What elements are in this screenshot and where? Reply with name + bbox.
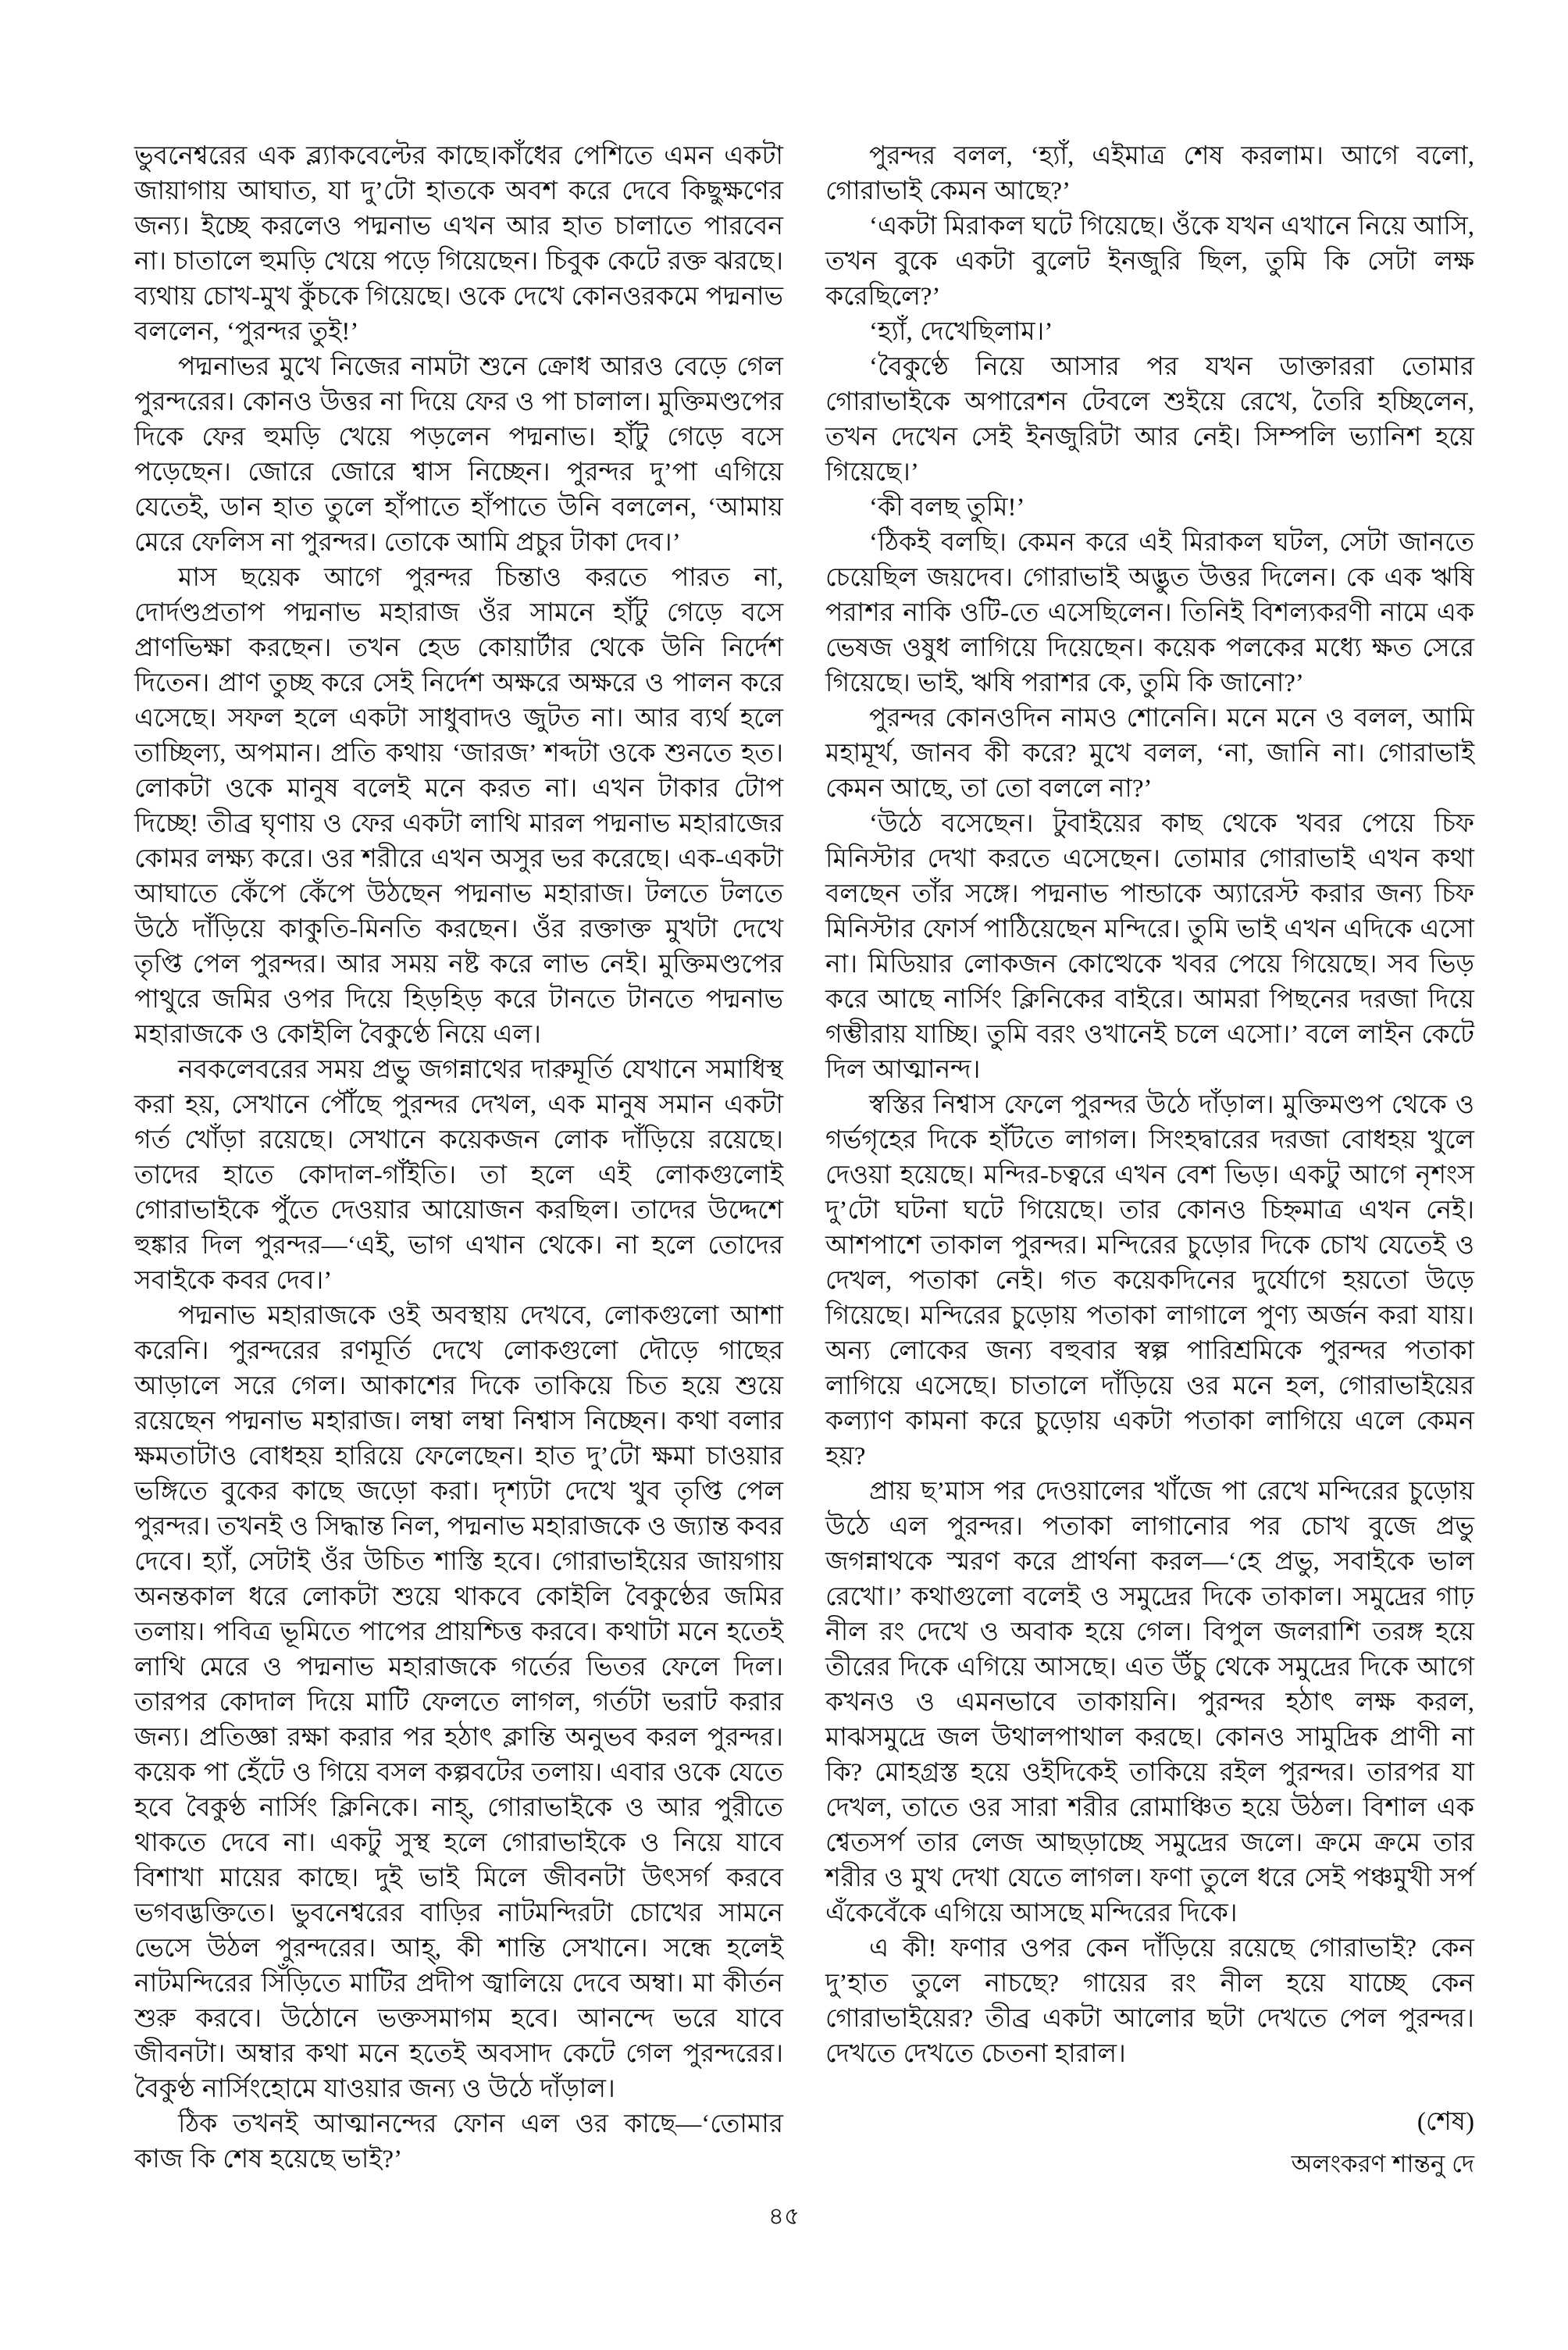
illustration-credit: অলংকরণ শান্তনু দে <box>1291 2150 1474 2177</box>
paragraph: এ কী! ফণার ওপর কেন দাঁড়িয়ে রয়েছে গোরাভাই? কেন দু’হাত তুলে নাচছে? গায়ের রং নীল হয়ে যাচ্ছে কেন গোরাভাইয়ের? তীব্র একটা আলোর ছটা দেখতে পেল পুরন্দর। দেখতে দেখতে চেতনা হারাল। <box>825 1935 1474 2068</box>
left-column <box>134 139 783 2181</box>
paragraph: ঠিক তখনই আত্মানন্দের ফোন এল ওর কাছে—‘তোমার কাজ কি শেষ হয়েছে ভাই?’ <box>134 2110 783 2173</box>
paragraph: প্রায় ছ’মাস পর দেওয়ালের খাঁজে পা রেখে মন্দিরের চুড়োয় উঠে এল পুরন্দর। পতাকা লাগানোর পর চোখ বুজে প্রভু জগন্নাথকে স্মরণ করে প্রার্থনা করল—‘হে প্রভু, সবাইকে ভাল রেখো।’ কথাগুলো বলেই ও সমুদ্রের দিকে তাকাল। সমুদ্রের গাঢ় নীল রং দেখে ও অবাক হয়ে গেল। বিপুল জলরাশি তরঙ্গ হয়ে তীরের দিকে এগিয়ে আসছে। এত উঁচু থেকে সমুদ্রের দিকে আগে কখনও ও এমনভাবে তাকায়নি। পুরন্দর হঠাৎ লক্ষ করল, মাঝসমুদ্রে জল উথালপাথাল করছে। কোনও সামুদ্রিক প্রাণী না কি? মোহগ্রস্ত হয়ে ওইদিকেই তাকিয়ে রইল পুরন্দর। তারপর যা দেখল, তাতে ওর সারা শরীর রোমাঞ্চিত হয়ে উঠল। বিশাল এক শ্বেতসর্প তার লেজ আছড়াচ্ছে সমুদ্রের জলে। ক্রমে ক্রমে তার শরীর ও মুখ দেখা যেতে লাগল। ফণা তুলে ধরে সেই পঞ্চমুখী সর্প এঁকেবেঁকে এগিয়ে আসছে মন্দিরের দিকে। <box>825 1478 1474 1927</box>
paragraph: ‘একটা মিরাকল ঘটে গিয়েছে। ওঁকে যখন এখানে নিয়ে আসি, তখন বুকে একটা বুলেট ইনজুরি ছিল, তুমি কি সেটা লক্ষ করেছিলে?’ <box>825 212 1474 311</box>
paragraph: পুরন্দর বলল, ‘হ্যাঁ, এইমাত্র শেষ করলাম। আগে বলো, গোরাভাই কেমন আছে?’ <box>825 142 1474 205</box>
paragraph: ‘বৈকুণ্ঠে নিয়ে আসার পর যখন ডাক্তাররা তোমার গোরাভাইকে অপারেশন টেবলে শুইয়ে রেখে, তৈরি হচ্ছিলেন, তখন দেখেন সেই ইনজুরিটা আর নেই। সিম্পলি ভ্যানিশ হয়ে গিয়েছে।’ <box>825 353 1474 487</box>
paragraph: ‘ঠিকই বলছি। কেমন করে এই মিরাকল ঘটল, সেটা জানতে চেয়েছিল জয়দেব। গোরাভাই অদ্ভুত উত্তর দিলেন। কে এক ঋষি পরাশর নাকি ওটি-তে এসেছিলেন। তিনিই বিশল্যকরণী নামে এক ভেষজ ওষুধ লাগিয়ে দিয়েছেন। কয়েক পলকের মধ্যে ক্ষত সেরে গিয়েছে। ভাই, ঋষি পরাশর কে, তুমি কি জানো?’ <box>825 529 1474 697</box>
paragraph: ভুবনেশ্বরের এক ব্ল্যাকবেল্টের কাছে।কাঁধের পেশিতে এমন একটা জায়াগায় আঘাত, যা দু’টো হাতকে অবশ করে দেবে কিছুক্ষণের জন্য। ইচ্ছে করলেও পদ্মনাভ এখন আর হাত চালাতে পারবেন না। চাতালে হুমড়ি খেয়ে পড়ে গিয়েছেন। চিবুক কেটে রক্ত ঝরছে। ব্যথায় চোখ-মুখ কুঁচকে গিয়েছে। ওকে দেখে কোনওরকমে পদ্মনাভ বললেন, ‘পুরন্দর তুই!’ <box>134 142 783 346</box>
paragraph: মাস ছয়েক আগে পুরন্দর চিন্তাও করতে পারত না, দোর্দণ্ডপ্রতাপ পদ্মনাভ মহারাজ ওঁর সামনে হাঁটু গেড়ে বসে প্রাণভিক্ষা করছেন। তখন হেড কোয়ার্টার থেকে উনি নির্দেশ দিতেন। প্রাণ তুচ্ছ করে সেই নির্দেশ অক্ষরে অক্ষরে ও পালন করে এসেছে। সফল হলে একটা সাধুবাদও জুটত না। আর ব্যর্থ হলে তাচ্ছিল্য, অপমান। প্রতি কথায় ‘জারজ’ শব্দটা ওকে শুনতে হত। লোকটা ওকে মানুষ বলেই মনে করত না। এখন টাকার টোপ দিচ্ছে! তীব্র ঘৃণায় ও ফের একটা লাথি মারল পদ্মনাভ মহারাজের কোমর লক্ষ্য করে। ওর শরীরে এখন অসুর ভর করেছে। এক-একটা আঘাতে কেঁপে কেঁপে উঠছেন পদ্মনাভ মহারাজ। টলতে টলতে উঠে দাঁড়িয়ে কাকুতি-মিনতি করছেন। ওঁর রক্তাক্ত মুখটা দেখে তৃপ্তি পেল পুরন্দর। আর সময় নষ্ট করে লাভ নেই। মুক্তিমণ্ডপের পাথুরে জমির ওপর দিয়ে হিড়হিড় করে টানতে টানতে পদ্মনাভ মহারাজকে ও কোইলি বৈকুণ্ঠে নিয়ে এল। <box>134 564 783 1049</box>
paragraph: পদ্মনাভ মহারাজকে ওই অবস্থায় দেখবে, লোকগুলো আশা করেনি। পুরন্দরের রণমূর্তি দেখে লোকগুলো দৌড়ে গাছের আড়ালে সরে গেল। আকাশের দিকে তাকিয়ে চিত হয়ে শুয়ে রয়েছেন পদ্মনাভ মহারাজ। লম্বা লম্বা নিশ্বাস নিচ্ছেন। কথা বলার ক্ষমতাটাও বোধহয় হারিয়ে ফেলেছেন। হাত দু’টো ক্ষমা চাওয়ার ভঙ্গিতে বুকের কাছে জড়ো করা। দৃশ্যটা দেখে খুব তৃপ্তি পেল পুরন্দর। তখনই ও সিদ্ধান্ত নিল, পদ্মনাভ মহারাজকে ও জ্যান্ত কবর দেবে। হ্যাঁ, সেটাই ওঁর উচিত শাস্তি হবে। গোরাভাইয়ের জায়গায় অনন্তকাল ধরে লোকটা শুয়ে থাকবে কোইলি বৈকুণ্ঠের জমির তলায়। পবিত্র ভূমিতে পাপের প্রায়শ্চিত্ত করবে। কথাটা মনে হতেই লাথি মেরে ও পদ্মনাভ মহারাজকে গর্তের ভিতর ফেলে দিল। তারপর কোদাল দিয়ে মাটি ফেলতে লাগল, গর্তটা ভরাট করার জন্য। প্রতিজ্ঞা রক্ষা করার পর হঠাৎ ক্লান্তি অনুভব করল পুরন্দর। কয়েক পা হেঁটে ও গিয়ে বসল কল্পবটের তলায়। এবার ওকে যেতে হবে বৈকুণ্ঠ নার্সিং ক্লিনিকে। নাহ্, গোরাভাইকে ও আর পুরীতে থাকতে দেবে না। একটু সুস্থ হলে গোরাভাইকে ও নিয়ে যাবে বিশাখা মায়ের কাছে। দুই ভাই মিলে জীবনটা উৎসর্গ করবে ভগবদ্ভক্তিতে। ভুবনেশ্বরের বাড়ির নাটমন্দিরটা চোখের সামনে ভেসে উঠল পুরন্দরের। আহ্, কী শান্তি সেখানে। সন্ধে হলেই নাটমন্দিরের সিঁড়িতে মাটির প্রদীপ জ্বালিয়ে দেবে অম্বা। মা কীর্তন শুরু করবে। উঠোনে ভক্তসমাগম হবে। আনন্দে ভরে যাবে জীবনটা। অম্বার কথা মনে হতেই অবসাদ কেটে গেল পুরন্দরের। বৈকুণ্ঠ নার্সিংহোমে যাওয়ার জন্য ও উঠে দাঁড়াল। <box>134 1302 783 2103</box>
paragraph: ‘হ্যাঁ, দেখেছিলাম।’ <box>869 318 1053 346</box>
page-number: ৪৫ <box>768 2202 800 2230</box>
story-end-marker: (শেষ) <box>1417 2108 1474 2136</box>
paragraph: ‘উঠে বসেছেন। টুবাইয়ের কাছ থেকে খবর পেয়ে চিফ মিনিস্টার দেখা করতে এসেছেন। তোমার গোরাভাই এখন কথা বলছেন তাঁর সঙ্গে। পদ্মনাভ পান্ডাকে অ্যারেস্ট করার জন্য চিফ মিনিস্টার ফোর্স পাঠিয়েছেন মন্দিরে। তুমি ভাই এখন এদিকে এসো না। মিডিয়ার লোকজন কোত্থেকে খবর পেয়ে গিয়েছে। সব ভিড় করে আছে নার্সিং ক্লিনিকের বাইরে। আমরা পিছনের দরজা দিয়ে গম্ভীরায় যাচ্ছি। তুমি বরং ওখানেই চলে এসো।’ বলে লাইন কেটে দিল আত্মানন্দ। <box>825 810 1474 1084</box>
paragraph: ‘কী বলছ তুমি!’ <box>869 494 1025 522</box>
paragraph: স্বস্তির নিশ্বাস ফেলে পুরন্দর উঠে দাঁড়াল। মুক্তিমণ্ডপ থেকে ও গর্ভগৃহের দিকে হাঁটতে লাগল। সিংহদ্বারের দরজা বোধহয় খুলে দেওয়া হয়েছে। মন্দির-চত্বরে এখন বেশ ভিড়। একটু আগে নৃশংস দু’টো ঘটনা ঘটে গিয়েছে। তার কোনও চিহ্নমাত্র এখন নেই। আশপাশে তাকাল পুরন্দর। মন্দিরের চুড়োর দিকে চোখ যেতেই ও দেখল, পতাকা নেই। গত কয়েকদিনের দুর্যোগে হয়তো উড়ে গিয়েছে। মন্দিরের চুড়োয় পতাকা লাগালে পুণ্য অর্জন করা যায়। অন্য লোকের জন্য বহুবার স্বল্প পারিশ্রমিকে পুরন্দর পতাকা লাগিয়ে এসেছে। চাতালে দাঁড়িয়ে ওর মনে হল, গোরাভাইয়ের কল্যাণ কামনা করে চুড়োয় একটা পতাকা লাগিয়ে এলে কেমন হয়? <box>825 1091 1474 1471</box>
paragraph: নবকলেবরের সময় প্রভু জগন্নাথের দারুমূর্তি যেখানে সমাধিস্থ করা হয়, সেখানে পৌঁছে পুরন্দর দেখল, এক মানুষ সমান একটা গর্ত খোঁড়া রয়েছে। সেখানে কয়েকজন লোক দাঁড়িয়ে রয়েছে। তাদের হাতে কোদাল-গাঁইতি। তা হলে এই লোকগুলোই গোরাভাইকে পুঁতে দেওয়ার আয়োজন করছিল। তাদের উদ্দেশে হুঙ্কার দিল পুরন্দর—‘এই, ভাগ এখান থেকে। না হলে তোদের সবাইকে কবর দেব।’ <box>134 1056 783 1295</box>
paragraph: পুরন্দর কোনওদিন নামও শোনেনি। মনে মনে ও বলল, আমি মহামূর্খ, জানব কী করে? মুখে বলল, ‘না, জানি না। গোরাভাই কেমন আছে, তা তো বললে না?’ <box>825 704 1474 803</box>
two-column-text-block <box>134 139 1474 2181</box>
right-column <box>825 139 1474 2181</box>
paragraph: পদ্মনাভর মুখে নিজের নামটা শুনে ক্রোধ আরও বেড়ে গেল পুরন্দরের। কোনও উত্তর না দিয়ে ফের ও পা চালাল। মুক্তিমণ্ডপের দিকে ফের হুমড়ি খেয়ে পড়লেন পদ্মনাভ। হাঁটু গেড়ে বসে পড়েছেন। জোরে জোরে শ্বাস নিচ্ছেন। পুরন্দর দু’পা এগিয়ে যেতেই, ডান হাত তুলে হাঁপাতে হাঁপাতে উনি বললেন, ‘আমায় মেরে ফেলিস না পুরন্দর। তোকে আমি প্রচুর টাকা দেব।’ <box>134 353 783 557</box>
